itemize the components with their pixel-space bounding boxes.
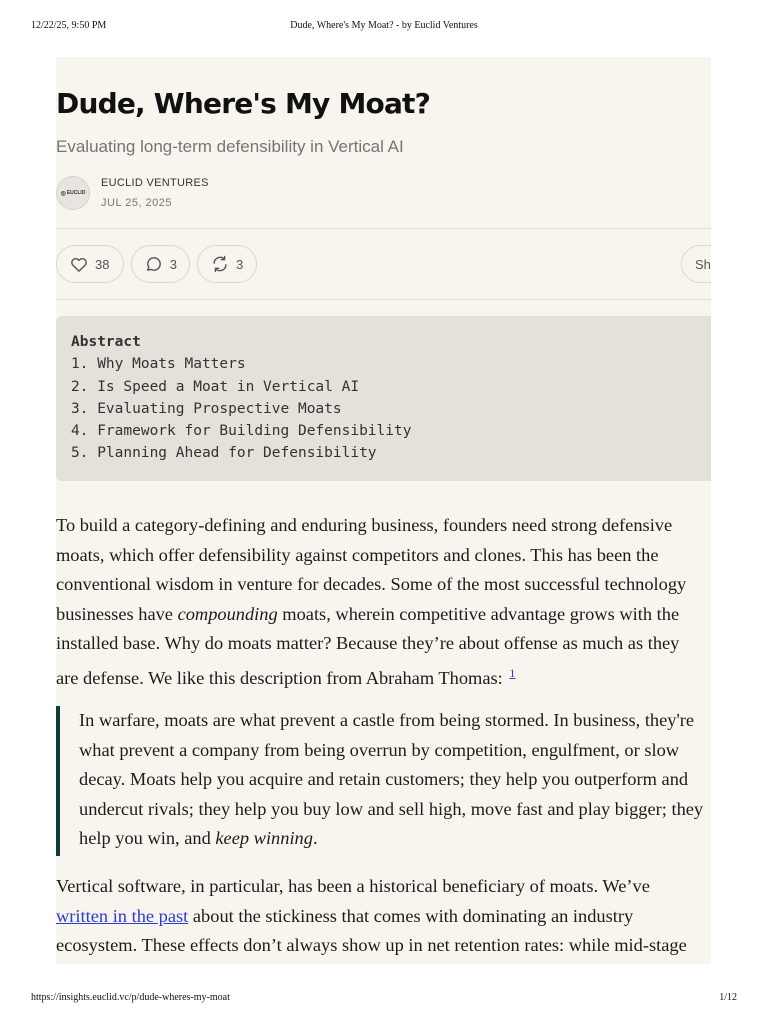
abstract-heading: Abstract [71, 334, 141, 350]
paragraph-line: To build a category-defining and enduring business, founders need strong defensive [56, 515, 673, 535]
share-label: Sh [695, 256, 711, 272]
article-page [56, 57, 711, 964]
publisher-avatar[interactable] [56, 176, 90, 210]
footnote-link[interactable]: 1 [509, 665, 516, 680]
restack-icon [210, 254, 230, 274]
divider [56, 228, 711, 229]
print-url: https://insights.euclid.vc/p/dude-wheres-my-moat [31, 992, 230, 1003]
emphasis-text: keep winning [215, 828, 313, 849]
like-button[interactable] [56, 245, 124, 283]
body-paragraph [56, 511, 711, 694]
text-run: businesses have [56, 603, 178, 624]
comment-button[interactable] [131, 245, 190, 283]
quote-line [79, 824, 711, 854]
avatar-text: EUCLID [66, 190, 86, 196]
text-run: . [312, 828, 318, 849]
written-in-the-past-link[interactable]: written in the past [56, 905, 189, 926]
abstract-item: 5. Planning Ahead for Defensibility [71, 445, 377, 462]
body-paragraph [56, 872, 711, 961]
abstract-item: 1. Why Moats Matters [71, 356, 246, 373]
restack-count: 3 [236, 256, 244, 272]
paragraph-line: ecosystem. These effects don’t always show up in net retention rates: while mid-stage [56, 935, 687, 956]
like-count: 38 [95, 256, 110, 272]
post-title: Dude, Where's My Moat? [56, 87, 431, 120]
publish-date: JUL 25, 2025 [101, 197, 173, 209]
quote-line: In warfare, moats are what prevent a castle from being stormed. In business, they're [79, 710, 695, 730]
emphasis-text: compounding [177, 603, 278, 624]
quote-line: what prevent a company from being overrun by competition, engulfment, or slow [79, 739, 680, 760]
abstract-item: 4. Framework for Building Defensibility [71, 423, 412, 440]
print-footer [0, 992, 768, 1006]
blockquote [56, 706, 711, 856]
post-subtitle: Evaluating long-term defensibility in Vertical AI [56, 137, 404, 156]
paragraph-line [56, 902, 711, 932]
abstract-block [56, 316, 711, 481]
text-run: help you win, and [79, 828, 216, 849]
print-doc-title: Dude, Where's My Moat? - by Euclid Ventures [290, 20, 478, 31]
abstract-item: 2. Is Speed a Moat in Vertical AI [71, 378, 360, 395]
text-run: moats, wherein competitive advantage grows with the [277, 603, 680, 624]
heart-icon [69, 254, 89, 274]
quote-text [79, 706, 711, 854]
text-run: about the stickiness that comes with dominating an industry [188, 905, 634, 926]
quote-line: undercut rivals; they help you buy low and sell high, move fast and play bigger; they [79, 798, 704, 819]
paragraph-line: moats, which offer defensibility against competitors and clones. This has been the [56, 544, 659, 565]
page-indicator: 1/12 [719, 992, 737, 1003]
restack-button[interactable] [197, 245, 257, 283]
print-datetime: 12/22/25, 9:50 PM [31, 20, 107, 31]
paragraph-line: Vertical software, in particular, has been a historical beneficiary of moats. We’ve [56, 876, 650, 896]
paragraph-line [56, 600, 711, 630]
comment-icon [144, 254, 164, 274]
text-run: are defense. We like this description from Abraham Thomas: [56, 667, 508, 688]
euclid-logo-icon: ◎ [60, 190, 66, 197]
paragraph-line: conventional wisdom in venture for decades. Some of the most successful technology [56, 574, 687, 595]
abstract-item: 3. Evaluating Prospective Moats [71, 400, 342, 417]
author-name[interactable]: EUCLID VENTURES [101, 177, 209, 189]
share-button[interactable] [681, 245, 711, 283]
comment-count: 3 [169, 256, 177, 272]
paragraph-line [56, 659, 711, 694]
divider [56, 299, 711, 300]
quote-line: decay. Moats help you acquire and retain customers; they help you outperform and [79, 769, 689, 790]
paragraph-line: installed base. Why do moats matter? Because they’re about offense as much as they [56, 633, 680, 654]
print-header [0, 20, 768, 34]
